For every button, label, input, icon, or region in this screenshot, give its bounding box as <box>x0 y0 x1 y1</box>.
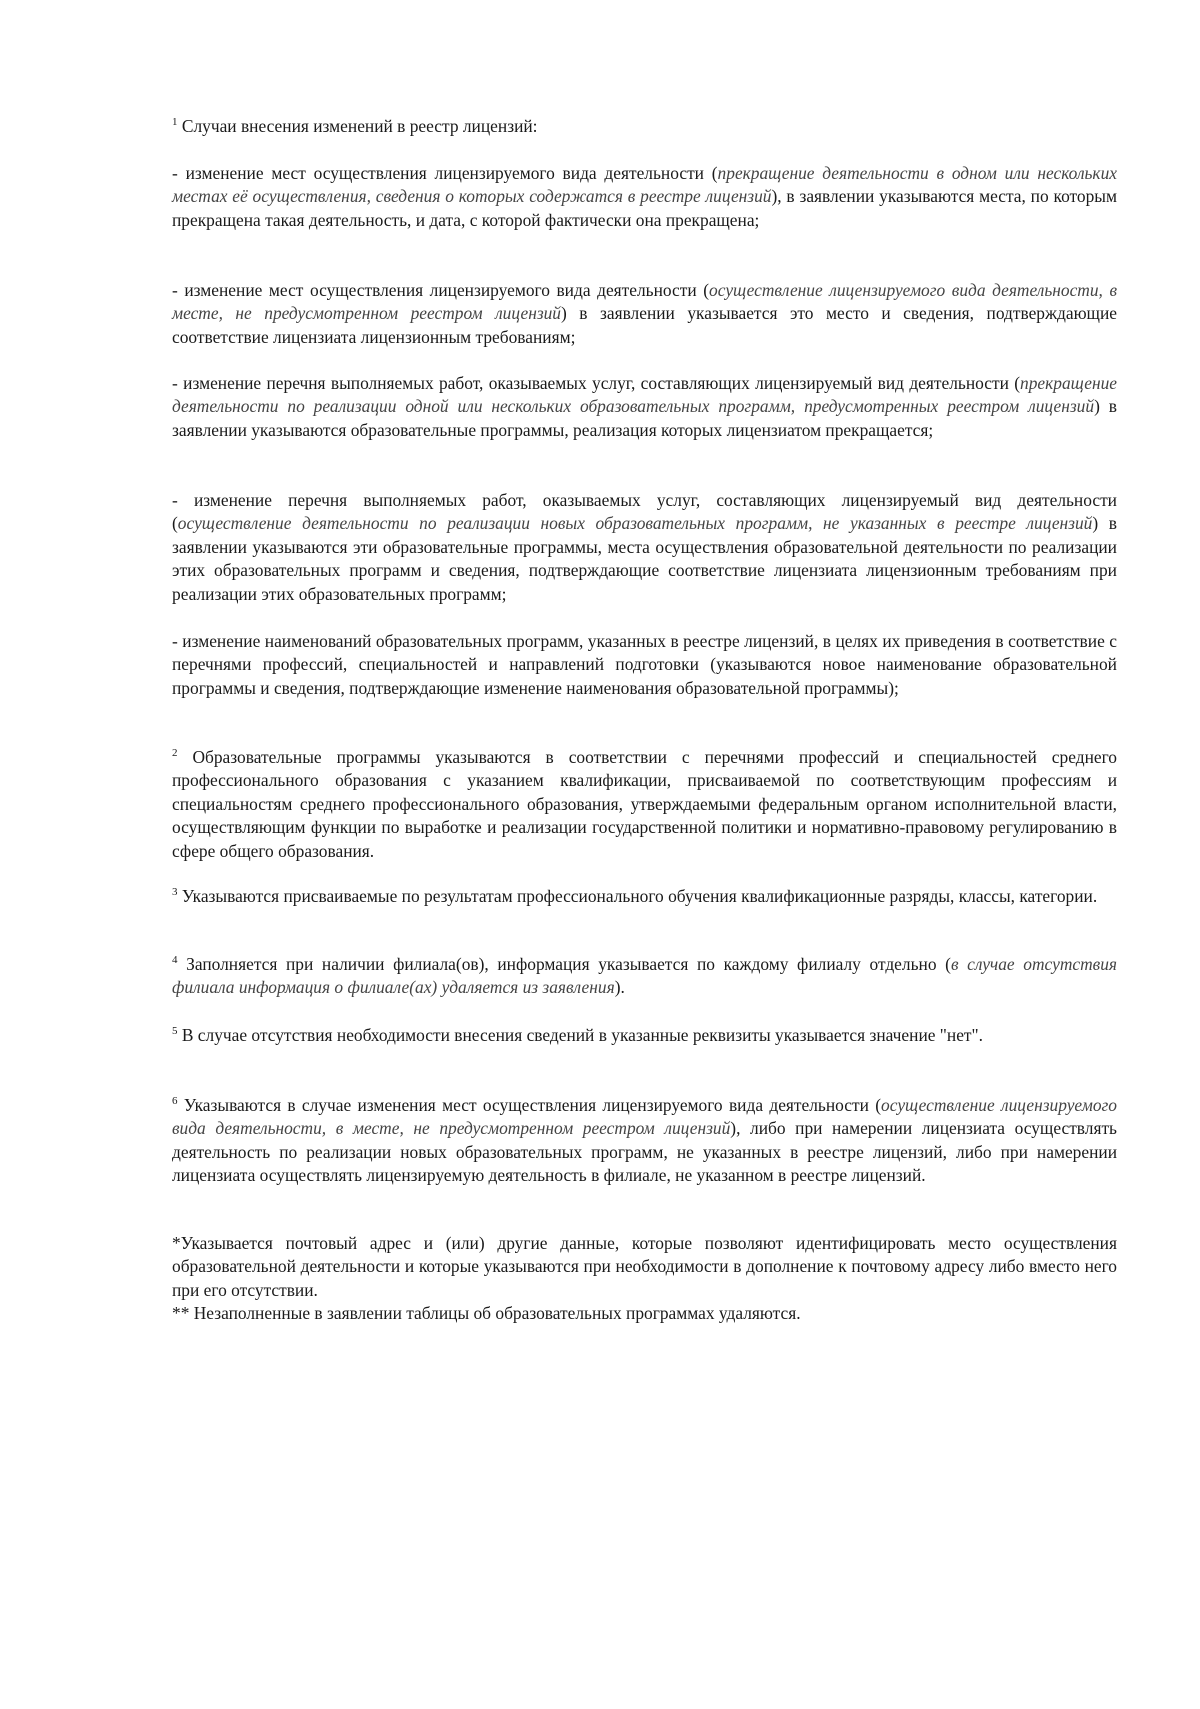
footnote-italic-text: в случае отсутствия филиала информация о филиале(ах) удаляется из заявления <box>172 954 1117 998</box>
footnote-mark: 1 <box>172 116 178 129</box>
item-italic-text: прекращение деятельности в одном или нескольких местах её осуществления, сведения о которых содержатся в реестре лицензий <box>172 163 1117 207</box>
footnote-mark: 5 <box>172 1025 178 1038</box>
note-star-2 <box>172 1302 1117 1325</box>
footnote-mark: 4 <box>172 954 178 967</box>
item-text: - изменение наименований образовательных программ, указанных в реестре лицензий, в целях их приведения в соответствие с перечнями профессий, специальностей и направлений подготовки (указываются новое наименование образовательной программы и сведения, подтверждающие изменение наименования образовательной программы); <box>172 631 1117 698</box>
item-text: - изменение перечня выполняемых работ, оказываемых услуг, составляющих лицензируемый вид деятельности ( <box>172 373 1021 393</box>
item-text: ) в заявлении указывается это место и сведения, подтверждающие соответствие лицензиата лицензионным требованиям; <box>172 303 1117 347</box>
change-item-5 <box>172 630 1117 700</box>
item-text: ) в заявлении указываются образовательные программы, реализация которых лицензиатом прекращается; <box>172 396 1117 440</box>
change-item-4 <box>172 489 1117 606</box>
item-text: - изменение мест осуществления лицензируемого вида деятельности ( <box>172 280 710 300</box>
note-text: ** Незаполненные в заявлении таблицы об образовательных программах удаляются. <box>172 1303 801 1323</box>
footnote-text: ). <box>614 977 625 998</box>
footnote-text: В случае отсутствия необходимости внесения сведений в указанные реквизиты указывается значение "нет". <box>181 1025 983 1045</box>
footnote-title-text: Случаи внесения изменений в реестр лицензий: <box>181 116 538 136</box>
footnote-mark: 3 <box>172 886 178 899</box>
footnote-italic-text: осуществление лицензируемого вида деятельности, в месте, не предусмотренном реестром лицензий <box>172 1095 1117 1139</box>
footnote-text: Указываются присваиваемые по результатам профессионального обучения квалификационные разряды, классы, категории. <box>181 886 1098 906</box>
item-text: ), в заявлении указываются места, по которым прекращена такая деятельность, и дата, с которой фактически она прекращена; <box>172 186 1117 230</box>
item-text: - изменение мест осуществления лицензируемого вида деятельности ( <box>172 163 718 183</box>
footnote-mark: 2 <box>172 747 178 760</box>
footnote-text: Образовательные программы указываются в соответствии с перечнями профессий и специальностей среднего профессионального образования с указанием квалификации, присваиваемой по соответствующим профессиям и специальностям среднего профессионального образования, утверждаемыми федеральным органом исполнительной власти, осуществляющим функции по выработке и реализации государственной политики и нормативно-правовому регулированию в сфере общего образования. <box>172 747 1117 861</box>
footnote-3 <box>172 885 1117 908</box>
footnote-2 <box>172 746 1117 863</box>
footnote-5 <box>172 1024 1117 1047</box>
item-text: ) в заявлении указываются эти образовательные программы, места осуществления образовательной деятельности по реализации этих образовательных программ и сведения, подтверждающие соответствие лицензиата лицензионным требованиям при реализации этих образовательных программ; <box>172 513 1117 604</box>
change-item-3 <box>172 372 1117 442</box>
footnote-text: ), либо при намерении лицензиата осуществлять деятельность по реализации новых образовательных программ, не указанных в реестре лицензий, либо при намерении лицензиата осуществлять лицензируемую деятельность в филиале, не указанном в реестре лицензий. <box>172 1118 1117 1186</box>
change-item-1 <box>172 162 1117 232</box>
footnote-6 <box>172 1094 1117 1188</box>
footnote-4 <box>172 953 1117 1000</box>
note-text: *Указывается почтовый адрес и (или) другие данные, которые позволяют идентифицировать место осуществления образовательной деятельности и которые указываются при необходимости в дополнение к почтовому адресу либо вместо него при его отсутствии. <box>172 1233 1117 1300</box>
note-star-1 <box>172 1232 1117 1302</box>
item-italic-text: осуществление лицензируемого вида деятельности, в месте, не предусмотренном реестром лицензий <box>172 280 1117 324</box>
footnote-text: Заполняется при наличии филиала(ов), информация указывается по каждому филиалу отдельно ( <box>186 954 951 974</box>
item-italic-text: осуществление деятельности по реализации новых образовательных программ, не указанных в реестре лицензий <box>177 513 1093 534</box>
footnote-1-title <box>172 115 1117 138</box>
footnote-mark: 6 <box>172 1095 178 1108</box>
item-italic-text: прекращение деятельности по реализации одной или нескольких образовательных программ, предусмотренных реестром лицензий <box>172 373 1117 417</box>
item-text: - изменение перечня выполняемых работ, оказываемых услуг, составляющих лицензируемый вид деятельности ( <box>172 490 1117 534</box>
change-item-2 <box>172 279 1117 349</box>
footnote-text: Указываются в случае изменения мест осуществления лицензируемого вида деятельности ( <box>183 1095 882 1115</box>
